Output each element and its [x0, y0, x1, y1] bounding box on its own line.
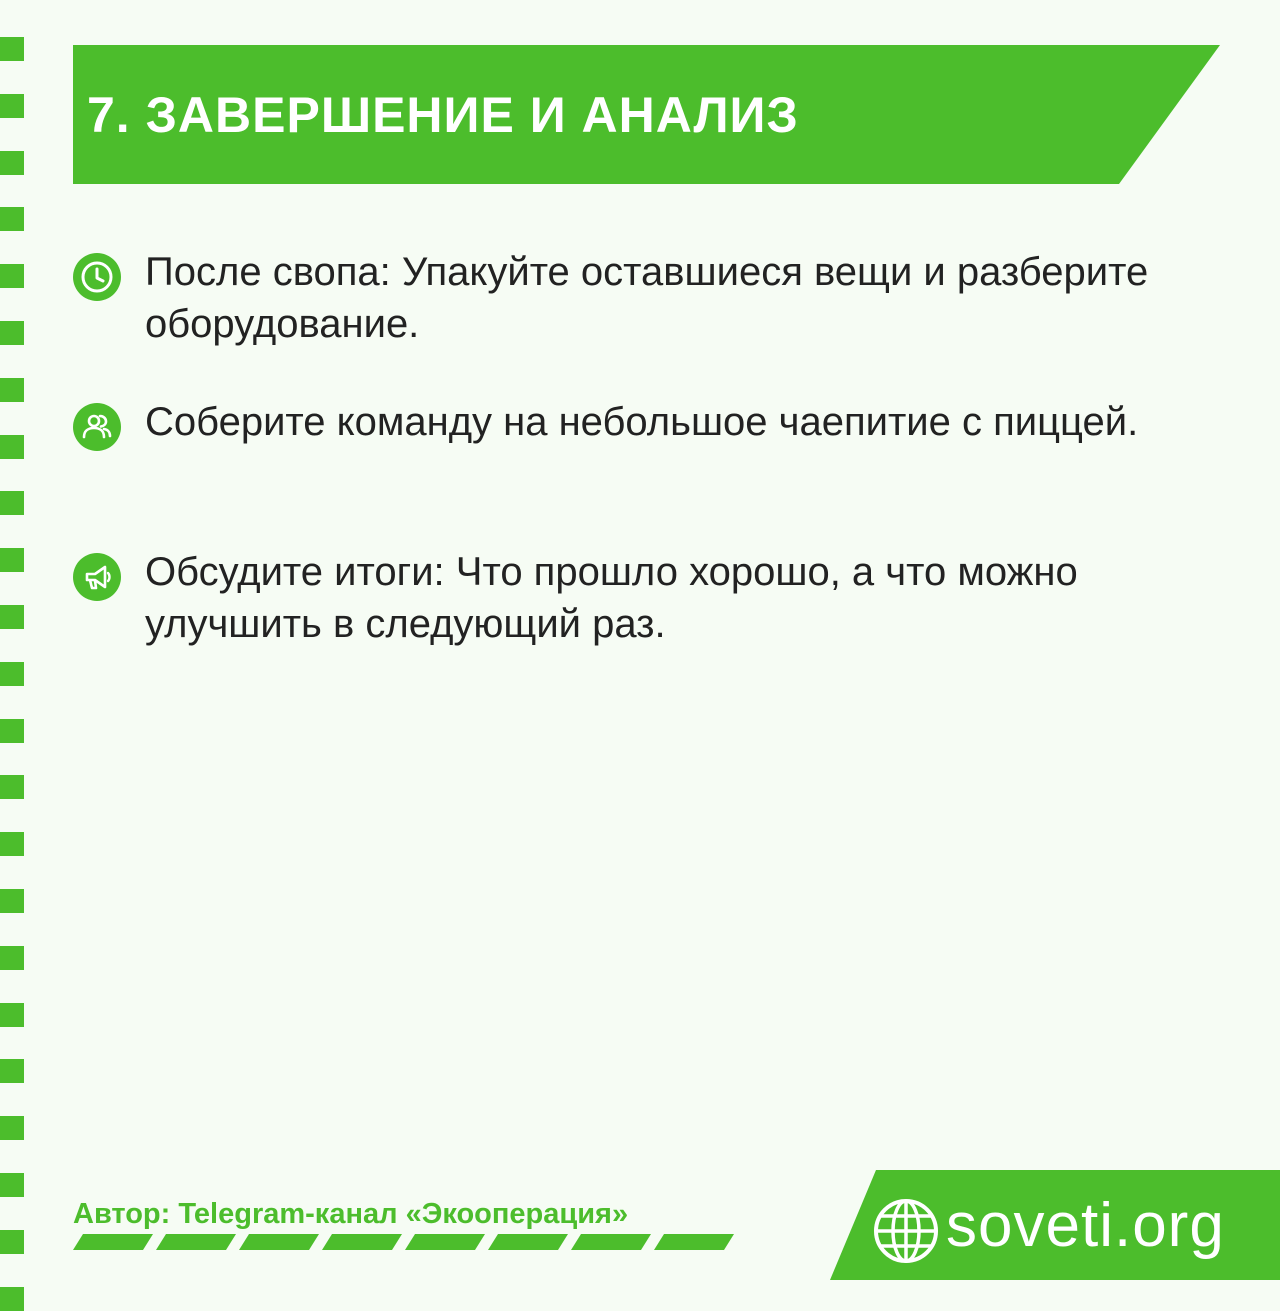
left-dash: [0, 151, 24, 175]
list-item-text: После свопа: Упакуйте оставшиеся вещи и разберите оборудование.: [145, 250, 1149, 346]
left-dash: [0, 1116, 24, 1140]
left-dash: [0, 37, 24, 61]
left-dash: [0, 378, 24, 402]
brand-block: [830, 1170, 1280, 1280]
left-dash: [0, 946, 24, 970]
left-dash: [0, 1230, 24, 1254]
megaphone-icon: [73, 553, 121, 601]
brand-name: soveti.org: [946, 1191, 1225, 1260]
footer-stripe: [488, 1234, 568, 1250]
left-dash: [0, 207, 24, 231]
left-dash: [0, 1173, 24, 1197]
footer-stripe: [405, 1234, 485, 1250]
footer-stripe: [322, 1234, 402, 1250]
left-dash: [0, 491, 24, 515]
left-dash: [0, 264, 24, 288]
list-item-text: Обсудите итоги: Что прошло хорошо, а что можно улучшить в следующий раз.: [145, 550, 1078, 646]
left-dash: [0, 719, 24, 743]
people-icon: [73, 403, 121, 451]
left-dash: [0, 435, 24, 459]
list-item: [73, 546, 1213, 696]
list-item-text: Соберите команду на небольшое чаепитие с пиццей.: [145, 400, 1139, 444]
clock-icon: [73, 253, 121, 301]
left-dash: [0, 605, 24, 629]
left-dash: [0, 1287, 24, 1311]
footer-stripes: [73, 1234, 743, 1250]
left-dash: [0, 1003, 24, 1027]
left-dash: [0, 321, 24, 345]
left-dash: [0, 775, 24, 799]
left-dash: [0, 548, 24, 572]
left-dash: [0, 662, 24, 686]
left-dash: [0, 832, 24, 856]
footer-stripe: [571, 1234, 651, 1250]
footer-stripe: [654, 1234, 734, 1250]
list-item: [73, 396, 1213, 546]
list-item: [73, 246, 1213, 396]
header-banner: [73, 45, 1220, 184]
left-dash: [0, 94, 24, 118]
page-title: 7. ЗАВЕРШЕНИЕ И АНАЛИЗ: [87, 87, 799, 143]
footer-stripe: [239, 1234, 319, 1250]
globe-icon: [872, 1197, 940, 1265]
left-dash: [0, 1059, 24, 1083]
footer-stripe: [73, 1234, 153, 1250]
footer-stripe: [156, 1234, 236, 1250]
left-dash: [0, 889, 24, 913]
author-credit: Автор: Telegram-канал «Экооперация»: [73, 1198, 629, 1230]
left-decorative-dashes: [0, 0, 24, 1280]
item-list: [73, 246, 1213, 696]
